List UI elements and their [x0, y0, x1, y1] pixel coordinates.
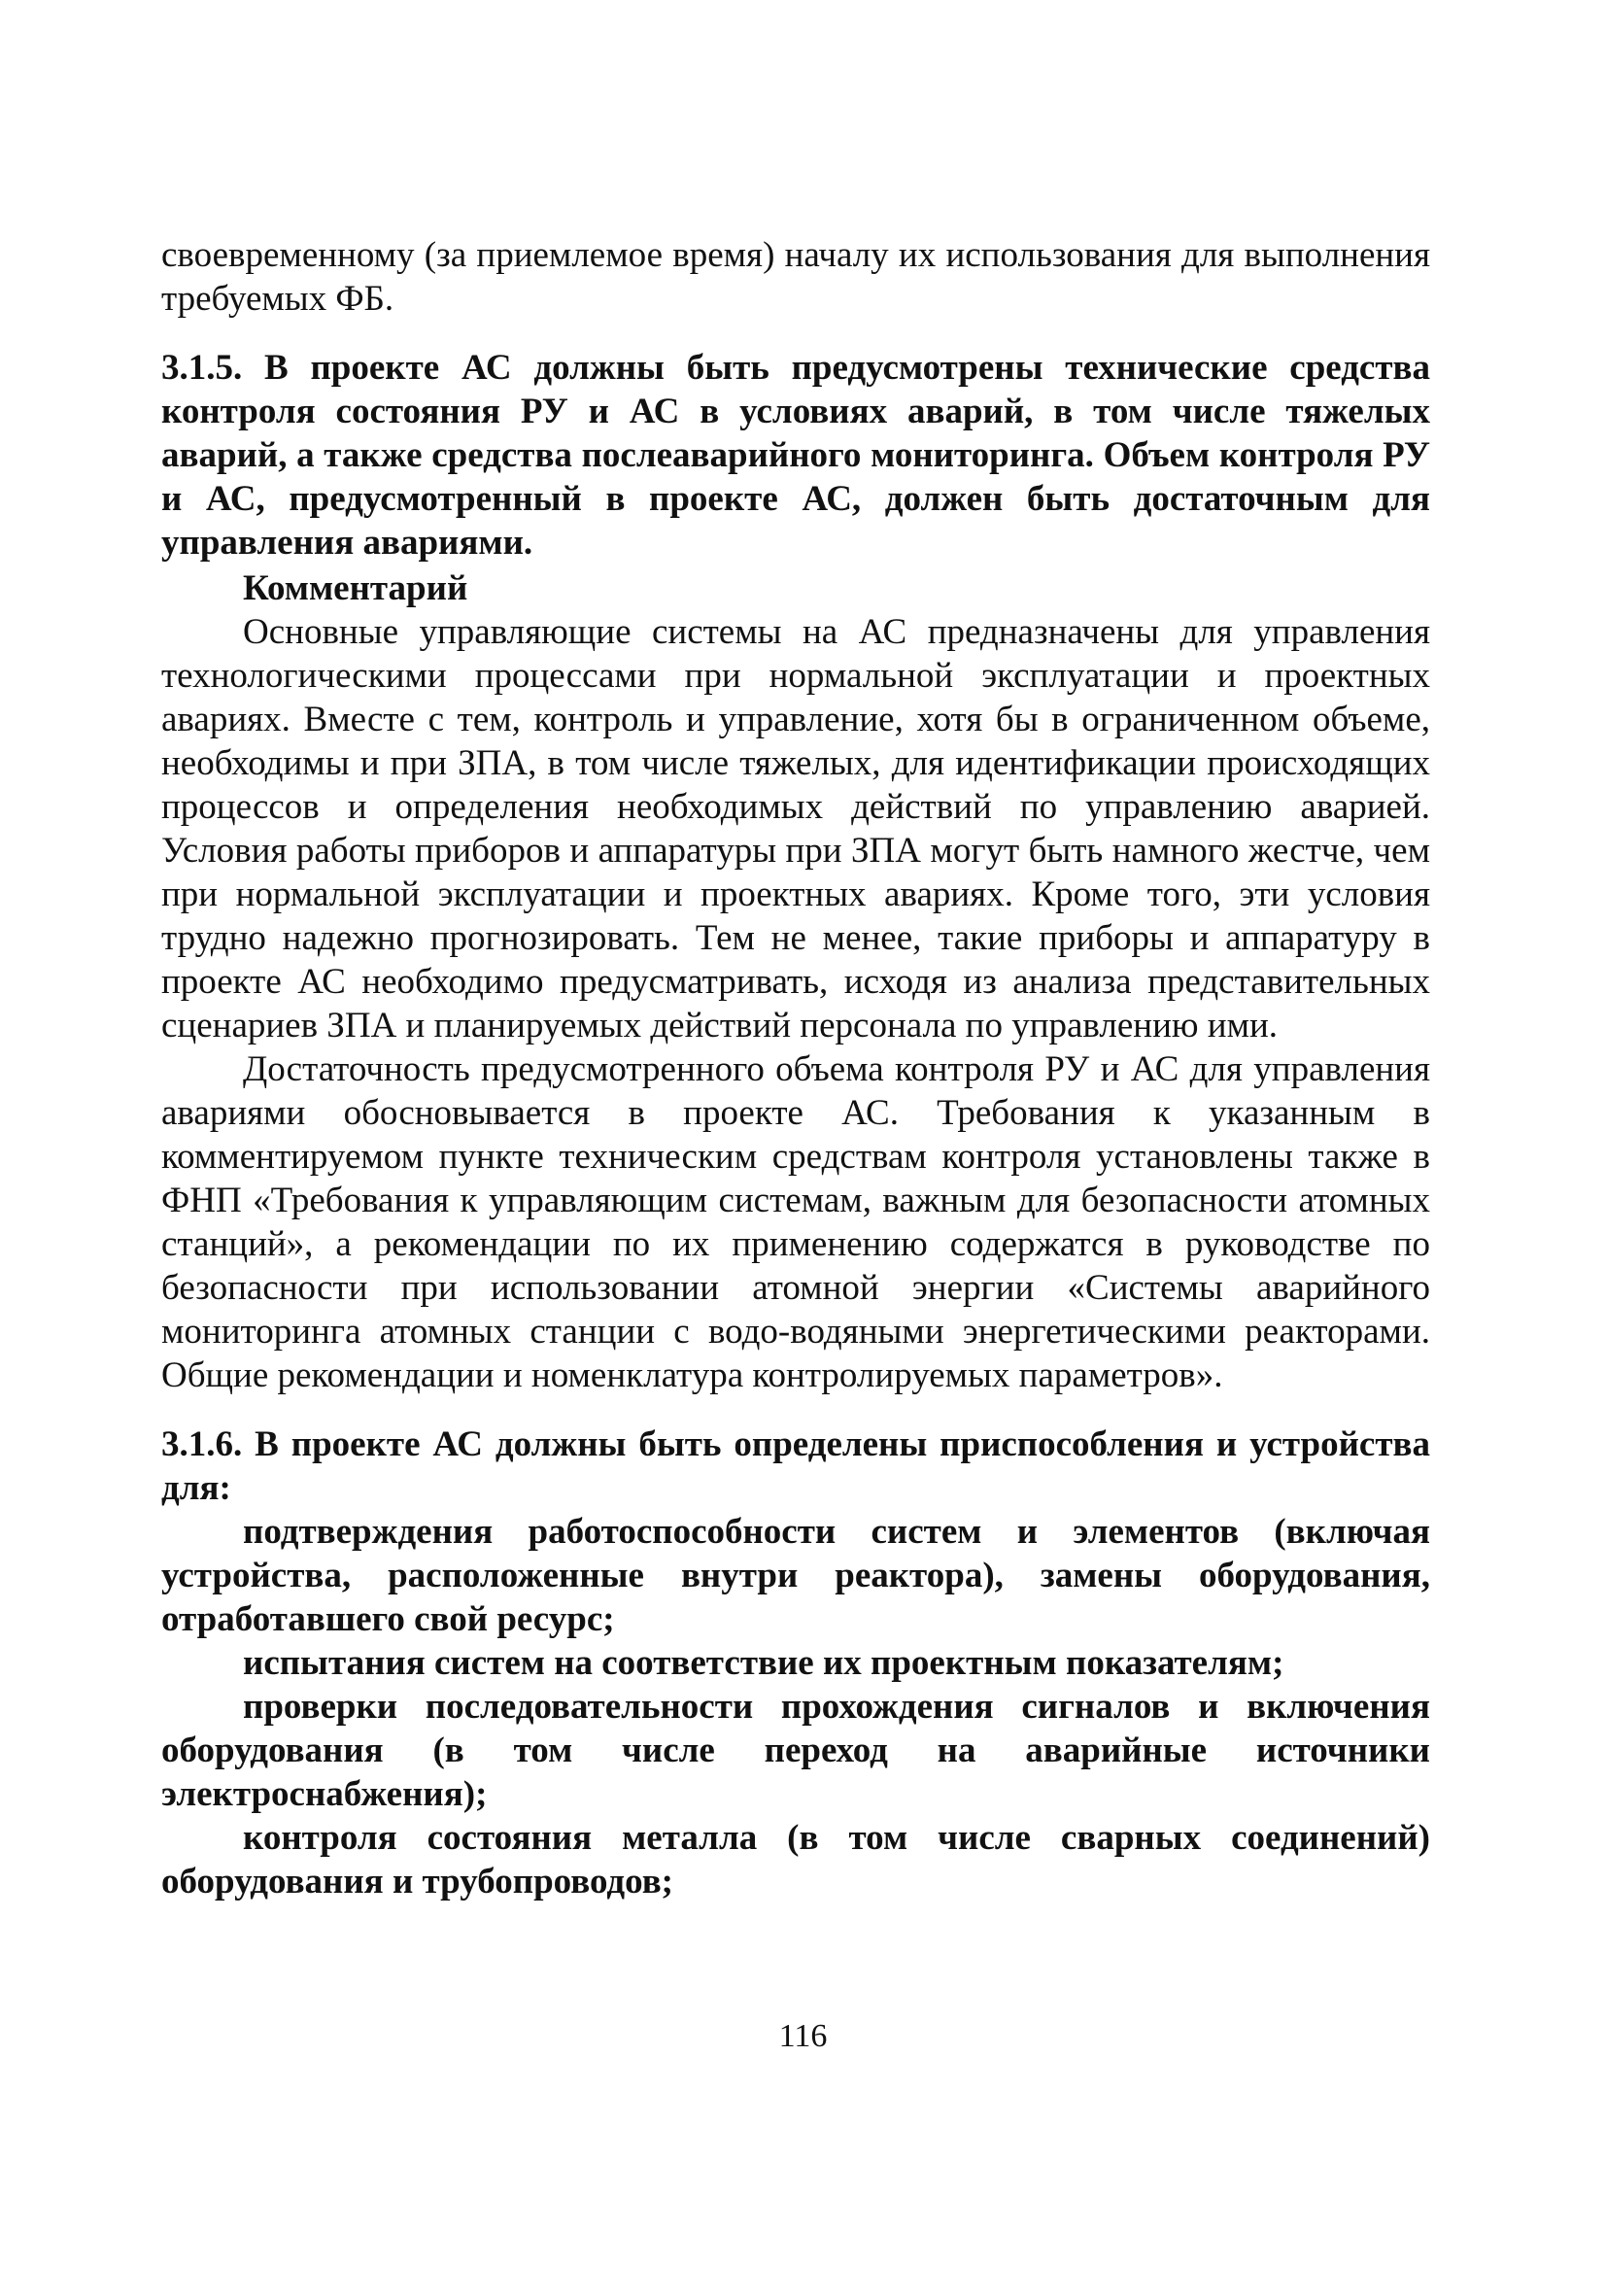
continuation-paragraph: своевременному (за приемлемое время) началу их использования для выполнения требуемых ФБ.: [161, 235, 1430, 319]
comment-paragraph-2: Достаточность предусмотренного объема контроля РУ и АС для управления авариями обосновывается в проекте АС. Требования к указанным в комментируемом пункте техническим средствам контроля установлены также в ФНП «Требования к управляющим системам, важным для безопасности атомных станций», а рекомендации по их применению содержатся в руководстве по безопасности при использовании атомной энергии «Системы аварийного мониторинга атомных станции с водо-водяными энергетическими реакторами. Общие рекомендации и номенклатура контролируемых параметров».: [161, 1049, 1430, 1395]
list-item: проверки последовательности прохождения сигналов и включения оборудования (в том числе переход на аварийные источники электроснабжения);: [161, 1687, 1430, 1814]
list-item: испытания систем на соответствие их проектным показателям;: [243, 1643, 1284, 1683]
comment-heading: Комментарий: [243, 568, 468, 608]
text-column: [161, 233, 1430, 1903]
list-item: контроля состояния металла (в том числе сварных соединений) оборудования и трубопроводов;: [161, 1818, 1430, 1902]
clause-3-1-6: 3.1.6. В проекте АС должны быть определены приспособления и устройства для:: [161, 1424, 1430, 1508]
comment-paragraph-1: Основные управляющие системы на АС предназначены для управления технологическими процессами при нормальной эксплуатации и проектных авариях. Вместе с тем, контроль и управление, хотя бы в ограниченном объеме, необходимы и при ЗПА, в том числе тяжелых, для идентификации происходящих процессов и определения необходимых действий по управлению аварией. Условия работы приборов и аппаратуры при ЗПА могут быть намного жестче, чем при нормальной эксплуатации и проектных авариях. Кроме того, эти условия трудно надежно прогнозировать. Тем не менее, такие приборы и аппаратуру в проекте АС необходимо предусматривать, исходя из анализа представительных сценариев ЗПА и планируемых действий персонала по управлению ими.: [161, 612, 1430, 1045]
page-number: 116: [778, 2018, 828, 2054]
list-item: подтверждения работоспособности систем и элементов (включая устройства, расположенные внутри реактора), замены оборудования, отработавшего свой ресурс;: [161, 1512, 1430, 1639]
clause-3-1-5: 3.1.5. В проекте АС должны быть предусмотрены технические средства контроля состояния РУ и АС в условиях аварий, в том числе тяжелых аварий, а также средства послеаварийного мониторинга. Объем контроля РУ и АС, предусмотренный в проекте АС, должен быть достаточным для управления авариями.: [161, 348, 1430, 563]
